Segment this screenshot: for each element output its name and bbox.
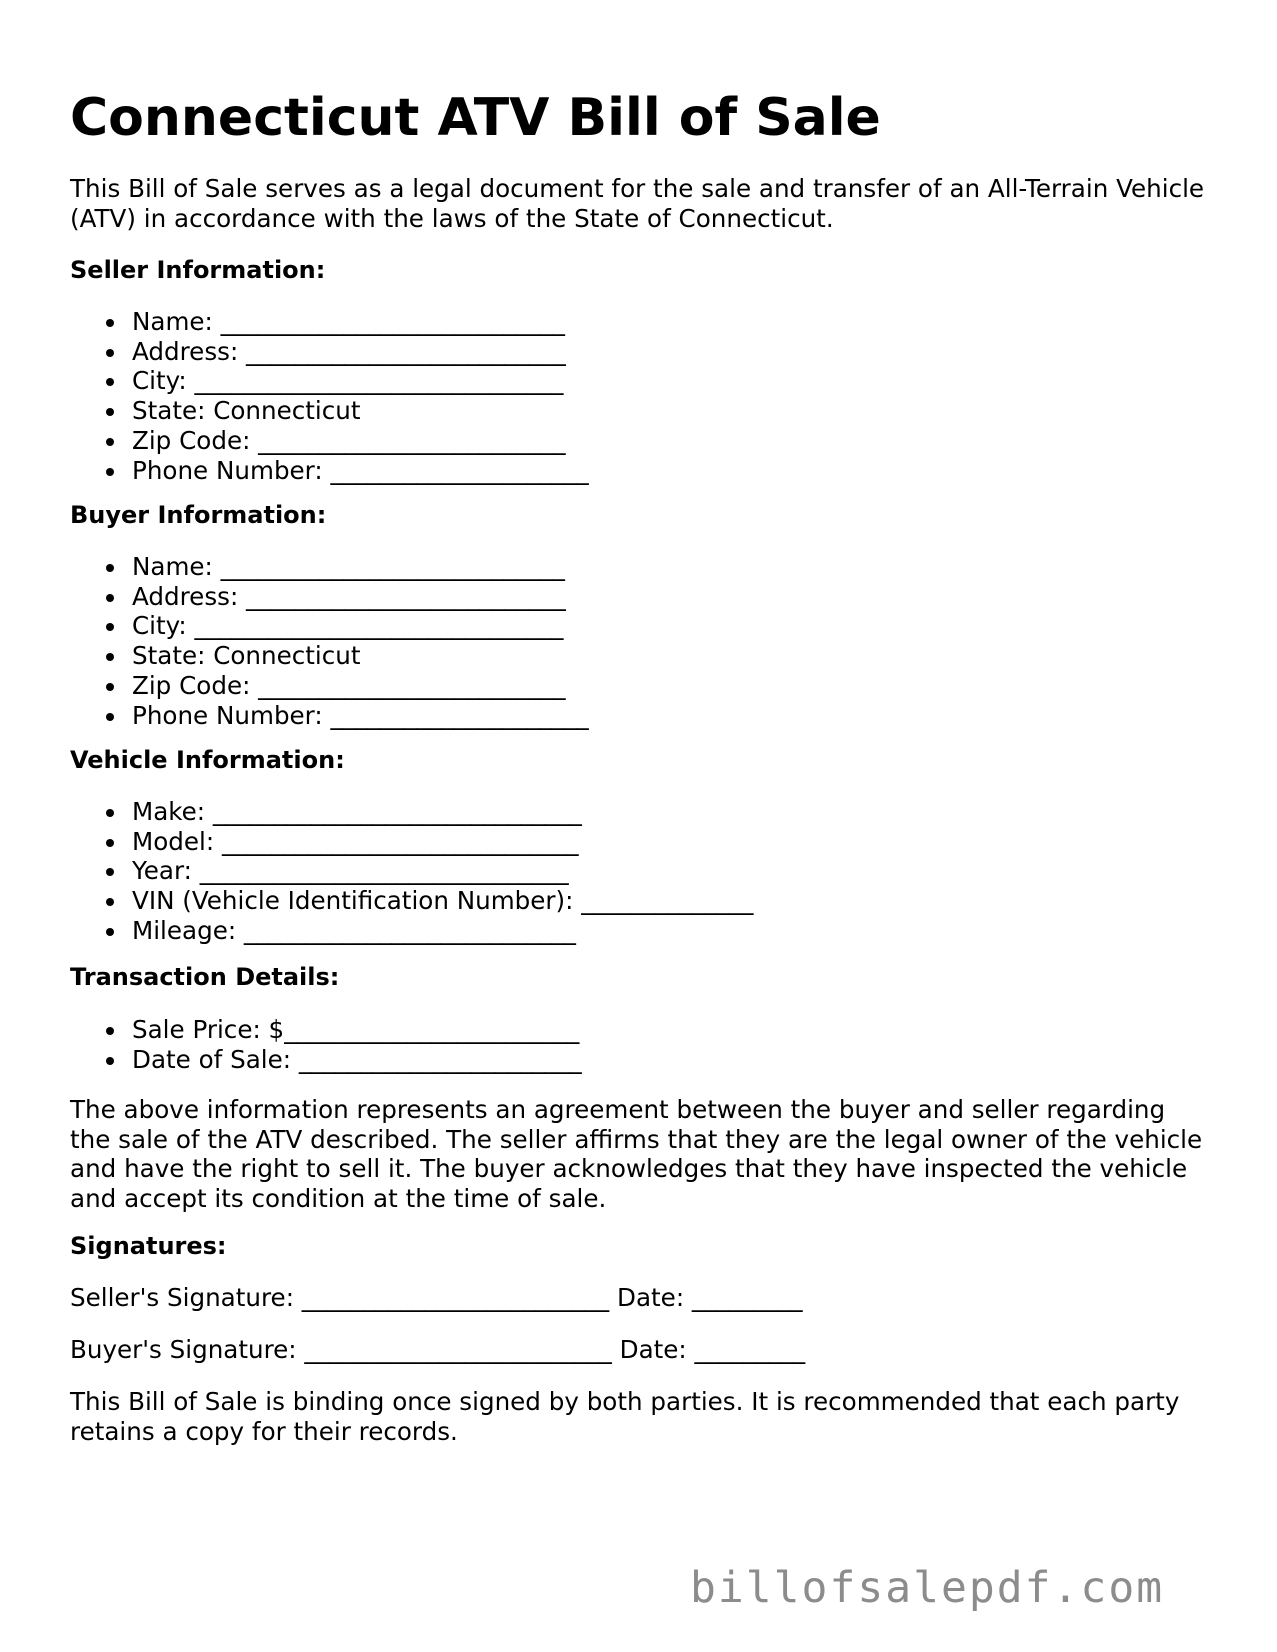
- document-title: Connecticut ATV Bill of Sale: [70, 88, 881, 148]
- buyer-state-field: State: Connecticut: [70, 641, 589, 671]
- seller-name-field: Name: ____________________________: [70, 307, 589, 337]
- buyer-address-field: Address: __________________________: [70, 582, 589, 612]
- buyer-signature-line: Buyer's Signature: _________________________ Date: _________: [70, 1335, 806, 1364]
- intro-paragraph: This Bill of Sale serves as a legal document for the sale and transfer of an All-Terrain Vehicle (ATV) in accordance with the laws of the State of Connecticut.: [70, 174, 1205, 233]
- watermark-text: billofsalepdf.com: [690, 1563, 1165, 1613]
- date-of-sale-field: Date of Sale: _______________________: [70, 1045, 582, 1075]
- closing-paragraph: This Bill of Sale is binding once signed by both parties. It is recommended that each party retains a copy for their records.: [70, 1387, 1180, 1446]
- vehicle-year-field: Year: ______________________________: [70, 856, 753, 886]
- transaction-heading: Transaction Details:: [70, 963, 340, 991]
- agreement-paragraph: The above information represents an agreement between the buyer and seller regarding the sale of the ATV described. The seller affirms that they are the legal owner of the vehicle and have the right to sell it. The buyer acknowledges that they have inspected the vehicle and accept its condition at the time of sale.: [70, 1095, 1203, 1214]
- sale-price-field: Sale Price: $________________________: [70, 1015, 582, 1045]
- vehicle-make-field: Make: ______________________________: [70, 797, 753, 827]
- signatures-heading: Signatures:: [70, 1232, 227, 1260]
- vehicle-mileage-field: Mileage: ___________________________: [70, 916, 753, 946]
- seller-city-field: City: ______________________________: [70, 366, 589, 396]
- seller-fields: [70, 307, 589, 485]
- seller-zip-field: Zip Code: _________________________: [70, 426, 589, 456]
- seller-address-field: Address: __________________________: [70, 337, 589, 367]
- seller-heading: Seller Information:: [70, 256, 326, 284]
- buyer-heading: Buyer Information:: [70, 501, 327, 529]
- buyer-zip-field: Zip Code: _________________________: [70, 671, 589, 701]
- buyer-fields: [70, 552, 589, 730]
- transaction-fields: [70, 1015, 582, 1074]
- seller-signature-line: Seller's Signature: _________________________ Date: _________: [70, 1283, 803, 1312]
- buyer-city-field: City: ______________________________: [70, 611, 589, 641]
- vehicle-model-field: Model: _____________________________: [70, 827, 753, 857]
- buyer-name-field: Name: ____________________________: [70, 552, 589, 582]
- seller-phone-field: Phone Number: _____________________: [70, 456, 589, 486]
- buyer-phone-field: Phone Number: _____________________: [70, 701, 589, 731]
- vehicle-fields: [70, 797, 753, 946]
- seller-state-field: State: Connecticut: [70, 396, 589, 426]
- vehicle-heading: Vehicle Information:: [70, 746, 345, 774]
- vehicle-vin-field: VIN (Vehicle Identification Number): ______________: [70, 886, 753, 916]
